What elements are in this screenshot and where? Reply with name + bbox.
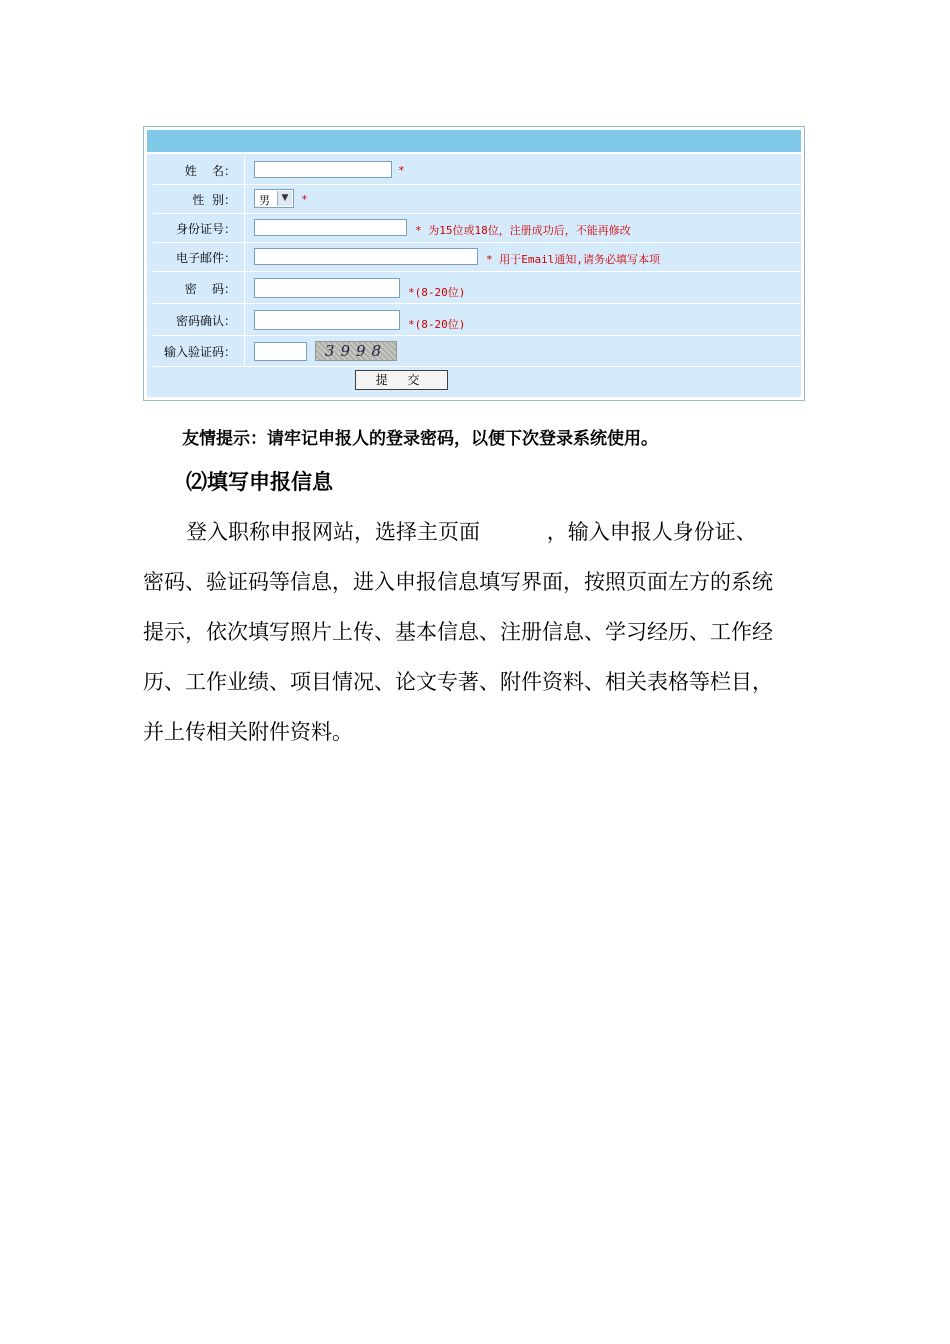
paragraph-line: 历、工作业绩、项目情况、论文专著、附件资料、相关表格等栏目， (143, 670, 773, 694)
row-captcha (153, 336, 801, 367)
row-name (153, 156, 801, 185)
paragraph-line: 登入职称申报网站，选择主页面 ，输入申报人身份证、 (186, 520, 757, 544)
captcha-label: 输入验证码： (163, 345, 236, 359)
email-label: 电子邮件： (175, 251, 236, 265)
row-password-confirm (153, 304, 801, 336)
row-submit (153, 367, 801, 394)
password-input[interactable] (254, 278, 400, 298)
submit-button[interactable]: 提 交 (355, 370, 448, 390)
registration-form (143, 126, 805, 401)
gender-select[interactable] (254, 189, 294, 208)
id-number-label: 身份证号： (175, 222, 236, 236)
paragraph-line: 并上传相关附件资料。 (143, 720, 353, 744)
password-confirm-hint: *(8-20位) (408, 318, 466, 331)
gender-label: 性 别： (192, 193, 236, 207)
name-label: 姓 名： (184, 164, 236, 178)
password-confirm-input[interactable] (254, 310, 400, 330)
section-heading: ⑵填写申报信息 (186, 470, 333, 494)
chevron-down-icon[interactable]: ▼ (277, 191, 292, 206)
id-number-hint: * 为15位或18位，注册成功后，不能再修改 (415, 224, 631, 237)
email-input[interactable] (254, 248, 478, 265)
row-id-number (153, 214, 801, 243)
paragraph-line: 提示，依次填写照片上传、基本信息、注册信息、学习经历、工作经 (143, 620, 773, 644)
gender-selected-value: 男 (259, 194, 270, 207)
row-email (153, 243, 801, 272)
captcha-input[interactable] (254, 342, 307, 361)
captcha-image: 3998 (315, 341, 397, 361)
gender-required-mark: * (301, 193, 308, 206)
password-label: 密 码： (184, 282, 236, 296)
id-number-input[interactable] (254, 219, 407, 236)
friendly-tip: 友情提示：请牢记申报人的登录密码，以便下次登录系统使用。 (182, 429, 658, 449)
name-required-mark: * (398, 164, 405, 177)
paragraph-line: 密码、验证码等信息，进入申报信息填写界面，按照页面左方的系统 (143, 570, 773, 594)
password-hint: *(8-20位) (408, 286, 466, 299)
form-header-bar (147, 130, 801, 152)
row-gender (153, 185, 801, 214)
form-body (147, 154, 801, 397)
name-input[interactable] (254, 161, 392, 178)
password-confirm-label: 密码确认： (175, 314, 236, 328)
email-hint: * 用于Email通知,请务必填写本项 (486, 253, 660, 266)
row-password (153, 272, 801, 304)
